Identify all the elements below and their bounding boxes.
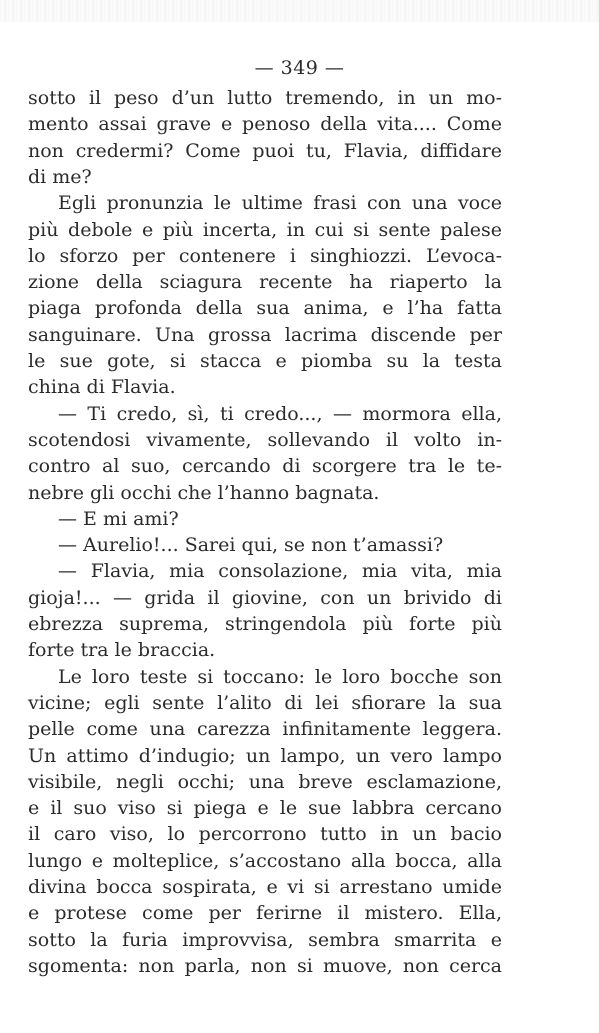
text-line: forte tra le braccia. <box>28 639 216 662</box>
text-line: gioja!... — grida il giovine, con un brivido di <box>28 586 502 609</box>
text-line: vicine; egli sente l’alito di lei sfiorare la sua <box>28 691 502 714</box>
text-line: Le loro teste si toccano: le loro bocche son <box>58 665 502 688</box>
text-line: china di Flavia. <box>28 376 176 399</box>
text-line: nebre gli occhi che l’hanno bagnata. <box>28 481 380 504</box>
text-line: le sue gote, si stacca e piomba su la testa <box>28 350 502 372</box>
text-line: sanguinare. Una grossa lacrima discende per <box>28 323 502 346</box>
text-line: — Ti credo, sì, ti credo..., — mormora ella, <box>58 402 502 425</box>
text-line: ebrezza suprema, stringendola più forte più <box>28 613 502 635</box>
text-line: mento assai grave e penoso della vita.... Come <box>28 113 502 136</box>
text-line: il caro viso, lo percorrono tutto in un bacio <box>28 823 502 846</box>
text-line: di me? <box>28 165 92 188</box>
page-top-edge <box>0 0 599 22</box>
text-line: divina bocca sospirata, e vi si arrestano umide <box>28 876 502 898</box>
text-line: pelle come una carezza infinitamente leggera. <box>28 718 502 741</box>
text-line: visibile, negli occhi; una breve esclamazione, <box>28 770 502 793</box>
text-line: lungo e molteplice, s’accostano alla bocca, alla <box>28 849 502 872</box>
text-line: — Aurelio!... Sarei qui, se non t’amassi? <box>58 534 444 557</box>
text-line: Egli pronunzia le ultime frasi con una voce <box>58 192 502 215</box>
text-line: — E mi ami? <box>58 507 179 530</box>
text-line: sgomenta: non parla, non si muove, non cerca <box>28 954 502 977</box>
text-line: sotto la furia improvvisa, sembra smarrita e <box>28 928 502 951</box>
text-line: — Flavia, mia consolazione, mia vita, mia <box>58 560 502 583</box>
text-line: sotto il peso d’un lutto tremendo, in un mo- <box>28 87 502 109</box>
text-line: scotendosi vivamente, sollevando il volto in- <box>28 428 502 451</box>
text-line: contro al suo, cercando di scorgere tra le te- <box>28 455 502 478</box>
text-line: e il suo viso si piega e le sue labbra cercano <box>28 797 502 820</box>
text-line: e protese come per ferirne il mistero. Ella, <box>28 902 502 925</box>
page-number: — 349 — <box>254 57 345 79</box>
text-line: più debole e più incerta, in cui si sente palese <box>28 218 502 241</box>
text-line: Un attimo d’indugio; un lampo, un vero lampo <box>28 744 502 767</box>
text-line: non credermi? Come puoi tu, Flavia, diffidare <box>28 139 502 162</box>
text-line: piaga profonda della sua anima, e l’ha fatta <box>28 297 502 320</box>
text-line: zione della sciagura recente ha riaperto la <box>28 271 502 294</box>
text-line: lo sforzo per contenere i singhiozzi. L’evoca- <box>28 244 502 267</box>
